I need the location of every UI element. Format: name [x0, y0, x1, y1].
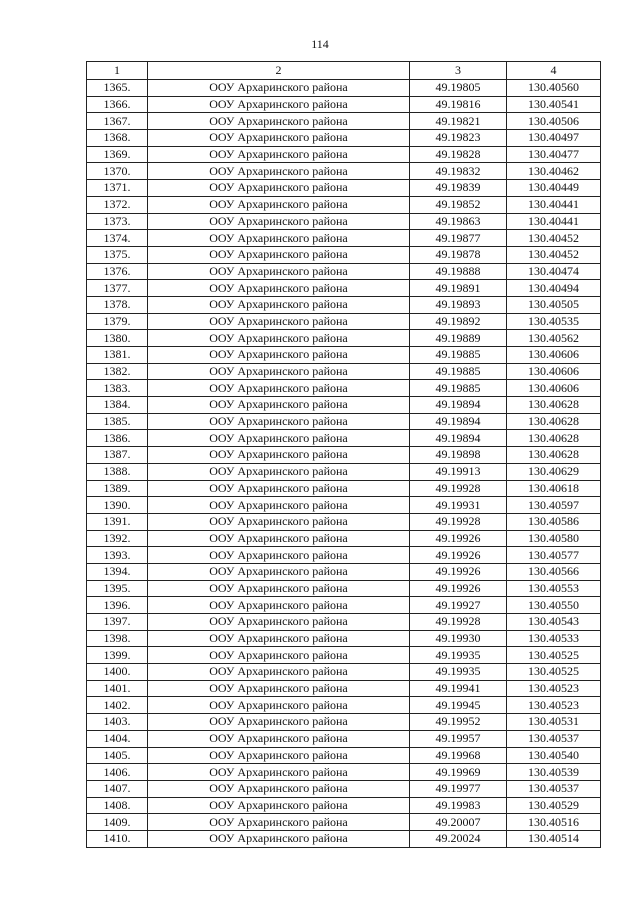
longitude-cell: 130.40497	[507, 130, 601, 147]
table-row	[87, 80, 601, 97]
longitude-cell: 130.40597	[507, 497, 601, 514]
table-row	[87, 697, 601, 714]
row-number-cell: 1399.	[87, 647, 148, 664]
organization-cell: ООУ Архаринского района	[148, 714, 410, 731]
longitude-cell: 130.40550	[507, 597, 601, 614]
table-row	[87, 213, 601, 230]
table-row	[87, 313, 601, 330]
organization-cell: ООУ Архаринского района	[148, 130, 410, 147]
latitude-cell: 49.19877	[410, 230, 507, 247]
longitude-cell: 130.40537	[507, 780, 601, 797]
organization-cell: ООУ Архаринского района	[148, 530, 410, 547]
latitude-cell: 49.19832	[410, 163, 507, 180]
latitude-cell: 49.19894	[410, 430, 507, 447]
row-number-cell: 1378.	[87, 296, 148, 313]
longitude-cell: 130.40628	[507, 397, 601, 414]
latitude-cell: 49.19927	[410, 597, 507, 614]
longitude-cell: 130.40537	[507, 730, 601, 747]
table-row	[87, 764, 601, 781]
longitude-cell: 130.40514	[507, 830, 601, 847]
latitude-cell: 49.19894	[410, 397, 507, 414]
organization-cell: ООУ Архаринского района	[148, 146, 410, 163]
table-row	[87, 680, 601, 697]
table-row	[87, 597, 601, 614]
latitude-cell: 49.19928	[410, 480, 507, 497]
latitude-cell: 49.19892	[410, 313, 507, 330]
table-row	[87, 614, 601, 631]
organization-cell: ООУ Архаринского района	[148, 263, 410, 280]
latitude-cell: 49.19889	[410, 330, 507, 347]
organization-cell: ООУ Архаринского района	[148, 480, 410, 497]
table-row	[87, 246, 601, 263]
table-row	[87, 730, 601, 747]
row-number-cell: 1409.	[87, 814, 148, 831]
row-number-cell: 1397.	[87, 614, 148, 631]
latitude-cell: 49.19983	[410, 797, 507, 814]
latitude-cell: 49.19913	[410, 463, 507, 480]
row-number-cell: 1407.	[87, 780, 148, 797]
longitude-cell: 130.40525	[507, 664, 601, 681]
table-row	[87, 230, 601, 247]
row-number-cell: 1390.	[87, 497, 148, 514]
organization-cell: ООУ Архаринского района	[148, 647, 410, 664]
row-number-cell: 1395.	[87, 580, 148, 597]
row-number-cell: 1384.	[87, 397, 148, 414]
organization-cell: ООУ Архаринского района	[148, 563, 410, 580]
latitude-cell: 49.19828	[410, 146, 507, 163]
organization-cell: ООУ Архаринского района	[148, 614, 410, 631]
organization-cell: ООУ Архаринского района	[148, 80, 410, 97]
latitude-cell: 49.19935	[410, 647, 507, 664]
organization-cell: ООУ Архаринского района	[148, 96, 410, 113]
row-number-cell: 1367.	[87, 113, 148, 130]
table-row	[87, 814, 601, 831]
row-number-cell: 1403.	[87, 714, 148, 731]
organization-cell: ООУ Архаринского района	[148, 413, 410, 430]
latitude-cell: 49.19952	[410, 714, 507, 731]
row-number-cell: 1387.	[87, 447, 148, 464]
table-row	[87, 113, 601, 130]
latitude-cell: 49.19926	[410, 547, 507, 564]
longitude-cell: 130.40540	[507, 747, 601, 764]
latitude-cell: 49.19977	[410, 780, 507, 797]
latitude-cell: 49.19816	[410, 96, 507, 113]
latitude-cell: 49.19926	[410, 530, 507, 547]
table-row	[87, 263, 601, 280]
longitude-cell: 130.40628	[507, 430, 601, 447]
column-header-1: 1	[87, 62, 148, 80]
table-body	[87, 80, 601, 848]
latitude-cell: 49.19888	[410, 263, 507, 280]
table-row	[87, 330, 601, 347]
organization-cell: ООУ Архаринского района	[148, 180, 410, 197]
column-header-2: 2	[148, 62, 410, 80]
organization-cell: ООУ Архаринского района	[148, 780, 410, 797]
longitude-cell: 130.40541	[507, 96, 601, 113]
table-row	[87, 430, 601, 447]
longitude-cell: 130.40553	[507, 580, 601, 597]
longitude-cell: 130.40543	[507, 614, 601, 631]
row-number-cell: 1393.	[87, 547, 148, 564]
table-row	[87, 463, 601, 480]
row-number-cell: 1372.	[87, 196, 148, 213]
longitude-cell: 130.40628	[507, 413, 601, 430]
latitude-cell: 49.19926	[410, 580, 507, 597]
table-row	[87, 363, 601, 380]
organization-cell: ООУ Архаринского района	[148, 680, 410, 697]
longitude-cell: 130.40529	[507, 797, 601, 814]
row-number-cell: 1406.	[87, 764, 148, 781]
table-row	[87, 397, 601, 414]
latitude-cell: 49.19885	[410, 380, 507, 397]
longitude-cell: 130.40629	[507, 463, 601, 480]
latitude-cell: 49.19894	[410, 413, 507, 430]
latitude-cell: 49.19926	[410, 563, 507, 580]
row-number-cell: 1410.	[87, 830, 148, 847]
row-number-cell: 1386.	[87, 430, 148, 447]
organization-cell: ООУ Архаринского района	[148, 163, 410, 180]
latitude-cell: 49.19821	[410, 113, 507, 130]
latitude-cell: 49.20024	[410, 830, 507, 847]
organization-cell: ООУ Архаринского района	[148, 397, 410, 414]
organization-cell: ООУ Архаринского района	[148, 246, 410, 263]
longitude-cell: 130.40441	[507, 196, 601, 213]
table-row	[87, 447, 601, 464]
latitude-cell: 49.19893	[410, 296, 507, 313]
latitude-cell: 49.19885	[410, 347, 507, 364]
organization-cell: ООУ Архаринского района	[148, 213, 410, 230]
longitude-cell: 130.40462	[507, 163, 601, 180]
longitude-cell: 130.40452	[507, 246, 601, 263]
organization-cell: ООУ Архаринского района	[148, 664, 410, 681]
table-row	[87, 480, 601, 497]
table-row	[87, 380, 601, 397]
row-number-cell: 1383.	[87, 380, 148, 397]
table-header-row	[87, 62, 601, 80]
row-number-cell: 1392.	[87, 530, 148, 547]
latitude-cell: 49.19941	[410, 680, 507, 697]
table-row	[87, 830, 601, 847]
latitude-cell: 49.19878	[410, 246, 507, 263]
latitude-cell: 49.19863	[410, 213, 507, 230]
page-number: 114	[311, 37, 329, 51]
table-row	[87, 664, 601, 681]
table-row	[87, 347, 601, 364]
organization-cell: ООУ Архаринского района	[148, 747, 410, 764]
longitude-cell: 130.40523	[507, 680, 601, 697]
row-number-cell: 1373.	[87, 213, 148, 230]
latitude-cell: 49.19930	[410, 630, 507, 647]
latitude-cell: 49.19898	[410, 447, 507, 464]
latitude-cell: 49.19928	[410, 614, 507, 631]
organization-cell: ООУ Архаринского района	[148, 814, 410, 831]
row-number-cell: 1375.	[87, 246, 148, 263]
organization-cell: ООУ Архаринского района	[148, 280, 410, 297]
row-number-cell: 1365.	[87, 80, 148, 97]
row-number-cell: 1394.	[87, 563, 148, 580]
longitude-cell: 130.40441	[507, 213, 601, 230]
row-number-cell: 1398.	[87, 630, 148, 647]
row-number-cell: 1388.	[87, 463, 148, 480]
organization-cell: ООУ Архаринского района	[148, 497, 410, 514]
latitude-cell: 49.19891	[410, 280, 507, 297]
longitude-cell: 130.40580	[507, 530, 601, 547]
row-number-cell: 1389.	[87, 480, 148, 497]
longitude-cell: 130.40606	[507, 347, 601, 364]
table-row	[87, 146, 601, 163]
organization-cell: ООУ Архаринского района	[148, 230, 410, 247]
organization-cell: ООУ Архаринского района	[148, 597, 410, 614]
organization-cell: ООУ Архаринского района	[148, 547, 410, 564]
latitude-cell: 49.19885	[410, 363, 507, 380]
latitude-cell: 49.19957	[410, 730, 507, 747]
latitude-cell: 49.19852	[410, 196, 507, 213]
row-number-cell: 1408.	[87, 797, 148, 814]
longitude-cell: 130.40586	[507, 513, 601, 530]
organization-cell: ООУ Архаринского района	[148, 513, 410, 530]
organization-cell: ООУ Архаринского района	[148, 330, 410, 347]
latitude-cell: 49.19935	[410, 664, 507, 681]
latitude-cell: 49.19969	[410, 764, 507, 781]
table-row	[87, 647, 601, 664]
longitude-cell: 130.40566	[507, 563, 601, 580]
row-number-cell: 1396.	[87, 597, 148, 614]
organization-cell: ООУ Архаринского района	[148, 580, 410, 597]
latitude-cell: 49.19968	[410, 747, 507, 764]
organization-cell: ООУ Архаринского района	[148, 630, 410, 647]
organization-cell: ООУ Архаринского района	[148, 313, 410, 330]
table-row	[87, 130, 601, 147]
latitude-cell: 49.20007	[410, 814, 507, 831]
longitude-cell: 130.40562	[507, 330, 601, 347]
table-row	[87, 714, 601, 731]
row-number-cell: 1404.	[87, 730, 148, 747]
latitude-cell: 49.19839	[410, 180, 507, 197]
row-number-cell: 1368.	[87, 130, 148, 147]
organization-cell: ООУ Архаринского района	[148, 430, 410, 447]
row-number-cell: 1382.	[87, 363, 148, 380]
organization-cell: ООУ Архаринского района	[148, 447, 410, 464]
longitude-cell: 130.40506	[507, 113, 601, 130]
row-number-cell: 1381.	[87, 347, 148, 364]
organization-cell: ООУ Архаринского района	[148, 463, 410, 480]
latitude-cell: 49.19931	[410, 497, 507, 514]
row-number-cell: 1374.	[87, 230, 148, 247]
row-number-cell: 1370.	[87, 163, 148, 180]
row-number-cell: 1366.	[87, 96, 148, 113]
longitude-cell: 130.40452	[507, 230, 601, 247]
table-row	[87, 547, 601, 564]
table-row	[87, 630, 601, 647]
longitude-cell: 130.40628	[507, 447, 601, 464]
longitude-cell: 130.40531	[507, 714, 601, 731]
table-row	[87, 797, 601, 814]
row-number-cell: 1369.	[87, 146, 148, 163]
organization-cell: ООУ Архаринского района	[148, 797, 410, 814]
table-row	[87, 180, 601, 197]
organization-cell: ООУ Архаринского района	[148, 113, 410, 130]
longitude-cell: 130.40477	[507, 146, 601, 163]
latitude-cell: 49.19945	[410, 697, 507, 714]
row-number-cell: 1379.	[87, 313, 148, 330]
latitude-cell: 49.19928	[410, 513, 507, 530]
row-number-cell: 1385.	[87, 413, 148, 430]
table-row	[87, 563, 601, 580]
longitude-cell: 130.40533	[507, 630, 601, 647]
table-row	[87, 513, 601, 530]
organization-cell: ООУ Архаринского района	[148, 296, 410, 313]
row-number-cell: 1405.	[87, 747, 148, 764]
organization-cell: ООУ Архаринского района	[148, 196, 410, 213]
longitude-cell: 130.40618	[507, 480, 601, 497]
row-number-cell: 1377.	[87, 280, 148, 297]
longitude-cell: 130.40523	[507, 697, 601, 714]
longitude-cell: 130.40449	[507, 180, 601, 197]
table-row	[87, 747, 601, 764]
table-row	[87, 780, 601, 797]
longitude-cell: 130.40525	[507, 647, 601, 664]
table-row	[87, 96, 601, 113]
table-row	[87, 580, 601, 597]
table-row	[87, 413, 601, 430]
organization-cell: ООУ Архаринского района	[148, 830, 410, 847]
organization-cell: ООУ Архаринского района	[148, 697, 410, 714]
longitude-cell: 130.40539	[507, 764, 601, 781]
row-number-cell: 1400.	[87, 664, 148, 681]
organization-cell: ООУ Архаринского района	[148, 380, 410, 397]
longitude-cell: 130.40560	[507, 80, 601, 97]
row-number-cell: 1401.	[87, 680, 148, 697]
row-number-cell: 1376.	[87, 263, 148, 280]
latitude-cell: 49.19823	[410, 130, 507, 147]
table-row	[87, 196, 601, 213]
row-number-cell: 1391.	[87, 513, 148, 530]
table-row	[87, 280, 601, 297]
coordinates-table	[86, 61, 601, 848]
longitude-cell: 130.40606	[507, 363, 601, 380]
row-number-cell: 1371.	[87, 180, 148, 197]
organization-cell: ООУ Архаринского района	[148, 764, 410, 781]
organization-cell: ООУ Архаринского района	[148, 730, 410, 747]
longitude-cell: 130.40535	[507, 313, 601, 330]
column-header-3: 3	[410, 62, 507, 80]
longitude-cell: 130.40516	[507, 814, 601, 831]
organization-cell: ООУ Архаринского района	[148, 347, 410, 364]
table-row	[87, 530, 601, 547]
row-number-cell: 1380.	[87, 330, 148, 347]
longitude-cell: 130.40577	[507, 547, 601, 564]
table-row	[87, 497, 601, 514]
table-row	[87, 163, 601, 180]
column-header-4: 4	[507, 62, 601, 80]
table-row	[87, 296, 601, 313]
longitude-cell: 130.40505	[507, 296, 601, 313]
longitude-cell: 130.40494	[507, 280, 601, 297]
row-number-cell: 1402.	[87, 697, 148, 714]
longitude-cell: 130.40606	[507, 380, 601, 397]
latitude-cell: 49.19805	[410, 80, 507, 97]
longitude-cell: 130.40474	[507, 263, 601, 280]
organization-cell: ООУ Архаринского района	[148, 363, 410, 380]
